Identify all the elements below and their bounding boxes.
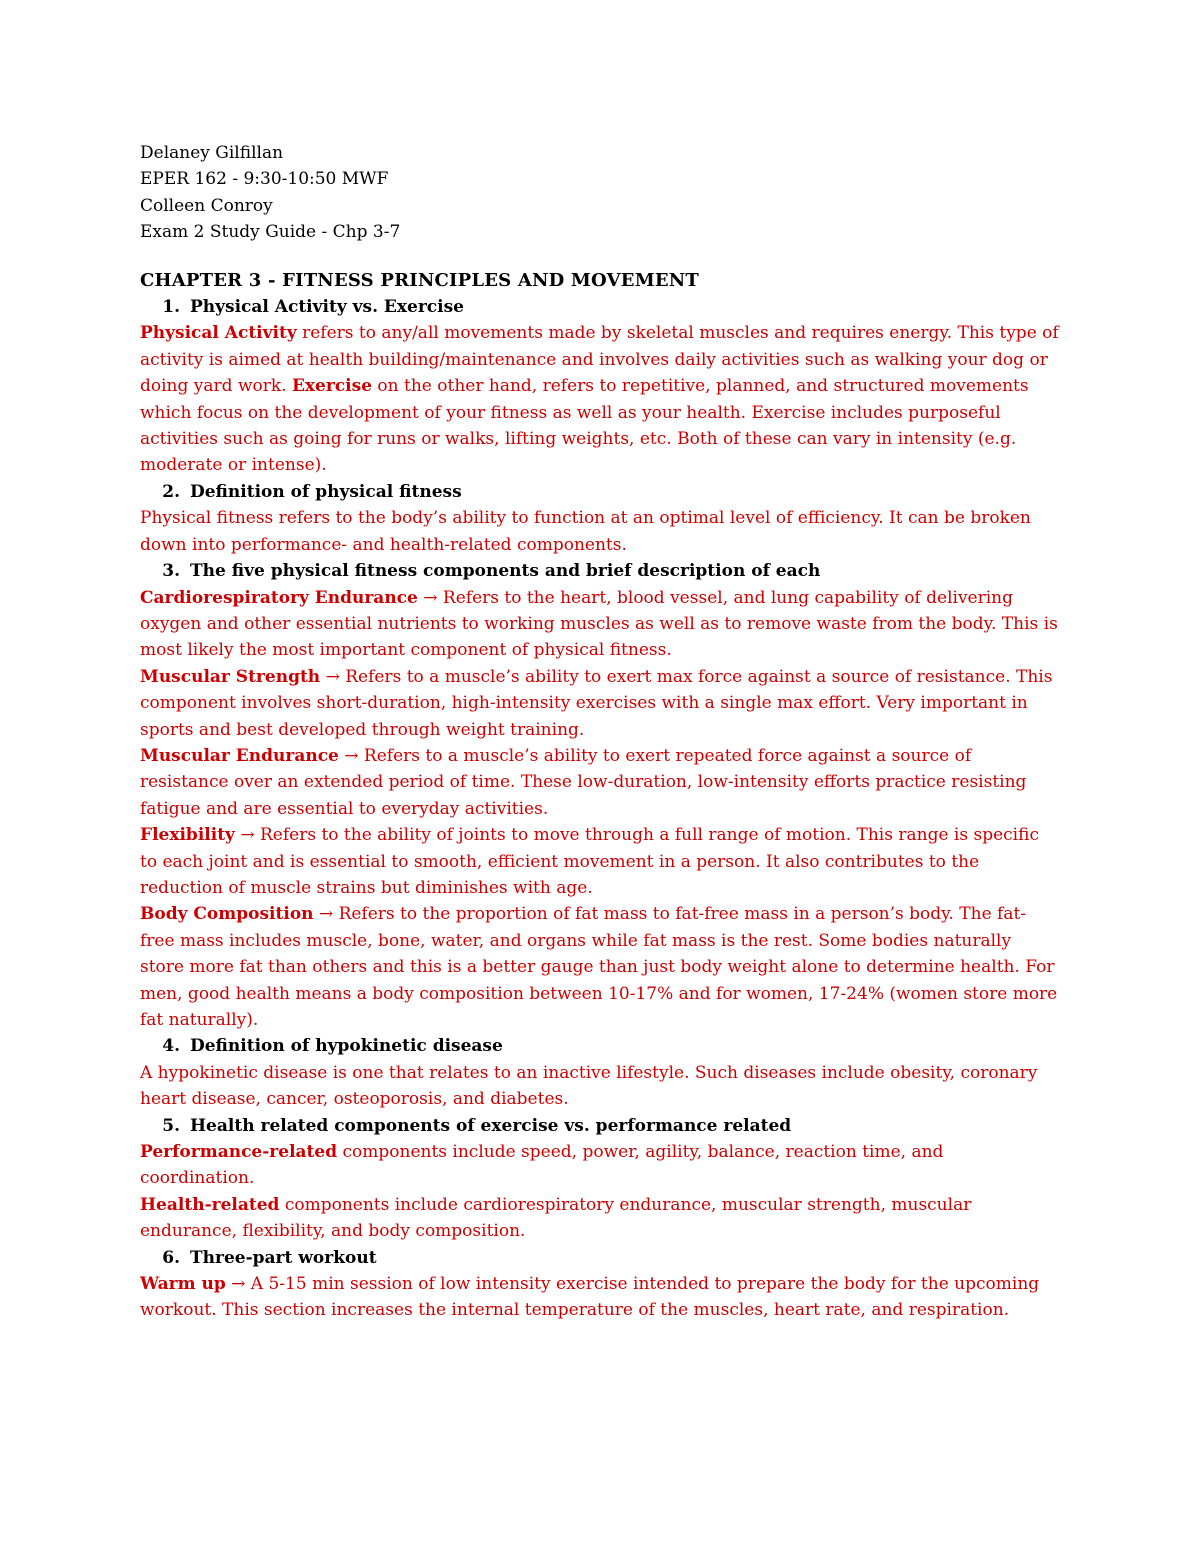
answer-4: A hypokinetic disease is one that relates to an inactive lifestyle. Such diseases include obesity, coronary heart disease, cancer, osteoporosis, and diabetes. bbox=[140, 1062, 1038, 1110]
term: Performance-related bbox=[140, 1142, 338, 1163]
question-4-text: Definition of hypokinetic disease bbox=[190, 1036, 503, 1057]
answer-1: Physical Activity refers to any/all movements made by skeletal muscles and requires energy. This type of activity is aimed at health building/maintenance and involves daily activities such as walking your dog or doing yard work. Exercise on the other hand, refers to repetitive, planned, and structured movements which focus on the development of your fitness as well as your health. Exercise includes purposeful activities such as going for runs or walks, lifting weights, etc. Both of these can vary in intensity (e.g. moderate or intense). bbox=[140, 323, 1059, 476]
answer-3-item: Muscular Endurance → Refers to a muscle’s ability to exert repeated force against a source of resistance over an extended period of time. These low-duration, low-intensity efforts practice resisting fatigue and are essential to everyday activities. bbox=[140, 745, 1027, 819]
term: Health-related bbox=[140, 1194, 280, 1215]
term: Flexibility bbox=[140, 825, 235, 846]
document-title: Exam 2 Study Guide - Chp 3-7 bbox=[140, 222, 401, 243]
question-3-text: The five physical fitness components and brief description of each bbox=[190, 561, 821, 582]
question-2: 2. Definition of physical fitness bbox=[162, 481, 462, 502]
answer-5-item: Performance-related components include speed, power, agility, balance, reaction time, and coordination. bbox=[140, 1142, 944, 1189]
question-2-text: Definition of physical fitness bbox=[190, 481, 462, 502]
question-5: 5. Health related components of exercise vs. performance related bbox=[162, 1115, 792, 1136]
document-page bbox=[140, 140, 1060, 1324]
answer-3-item: Flexibility → Refers to the ability of joints to move through a full range of motion. This range is specific to each joint and is essential to smooth, efficient movement in a person. It also contributes to the reduction of muscle strains but diminishes with age. bbox=[140, 825, 1039, 898]
question-3: 3. The five physical fitness components and brief description of each bbox=[162, 561, 821, 582]
term: Warm up bbox=[140, 1274, 226, 1295]
term: Muscular Strength bbox=[140, 666, 321, 687]
answer-5-item: Health-related components include cardiorespiratory endurance, muscular strength, muscular endurance, flexibility, and body composition. bbox=[140, 1194, 972, 1242]
answer-2: Physical fitness refers to the body’s ability to function at an optimal level of efficiency. It can be broken down into performance- and health-related components. bbox=[140, 508, 1031, 555]
question-6-text: Three-part workout bbox=[190, 1247, 377, 1268]
question-4: 4. Definition of hypokinetic disease bbox=[162, 1036, 503, 1057]
document-header bbox=[140, 140, 1060, 246]
question-1: 1. Physical Activity vs. Exercise bbox=[162, 297, 464, 318]
answer-3-item: Cardiorespiratory Endurance → Refers to the heart, blood vessel, and lung capability of delivering oxygen and other essential nutrients to working muscles as well as to remove waste from the body. This is most likely the most important component of physical fitness. bbox=[140, 587, 1058, 661]
answer-6-item: Warm up → A 5-15 min session of low intensity exercise intended to prepare the body for the upcoming workout. This section increases the internal temperature of the muscles, heart rate, and respiration. bbox=[140, 1274, 1040, 1321]
question-6: 6. Three-part workout bbox=[162, 1247, 377, 1268]
term: Body Composition bbox=[140, 904, 314, 925]
term: Physical Activity bbox=[140, 323, 297, 344]
student-name: Delaney Gilfillan bbox=[140, 143, 284, 163]
question-1-text: Physical Activity vs. Exercise bbox=[190, 297, 464, 318]
answer-3-item: Muscular Strength → Refers to a muscle’s ability to exert max force against a source of resistance. This component involves short-duration, high-intensity exercises with a single max effort. Very important in sports and best developed through weight training. bbox=[140, 666, 1053, 740]
answer-3-item: Body Composition → Refers to the proportion of fat mass to fat-free mass in a person’s body. The fat-free mass includes muscle, bone, water, and organs while fat mass is the rest. Some bodies naturally store more fat than others and this is a better gauge than just body weight alone to determine health. For men, good health means a body composition between 10-17% and for women, 17-24% (women store more fat naturally). bbox=[140, 904, 1058, 1030]
term: Exercise bbox=[291, 376, 373, 397]
instructor-name: Colleen Conroy bbox=[140, 195, 273, 216]
question-5-text: Health related components of exercise vs. performance related bbox=[190, 1115, 792, 1136]
term: Cardiorespiratory Endurance bbox=[140, 587, 418, 608]
course-line: EPER 162 - 9:30-10:50 MWF bbox=[140, 169, 389, 190]
term: Muscular Endurance bbox=[140, 745, 339, 766]
chapter-heading: CHAPTER 3 - FITNESS PRINCIPLES AND MOVEMENT bbox=[140, 269, 699, 291]
